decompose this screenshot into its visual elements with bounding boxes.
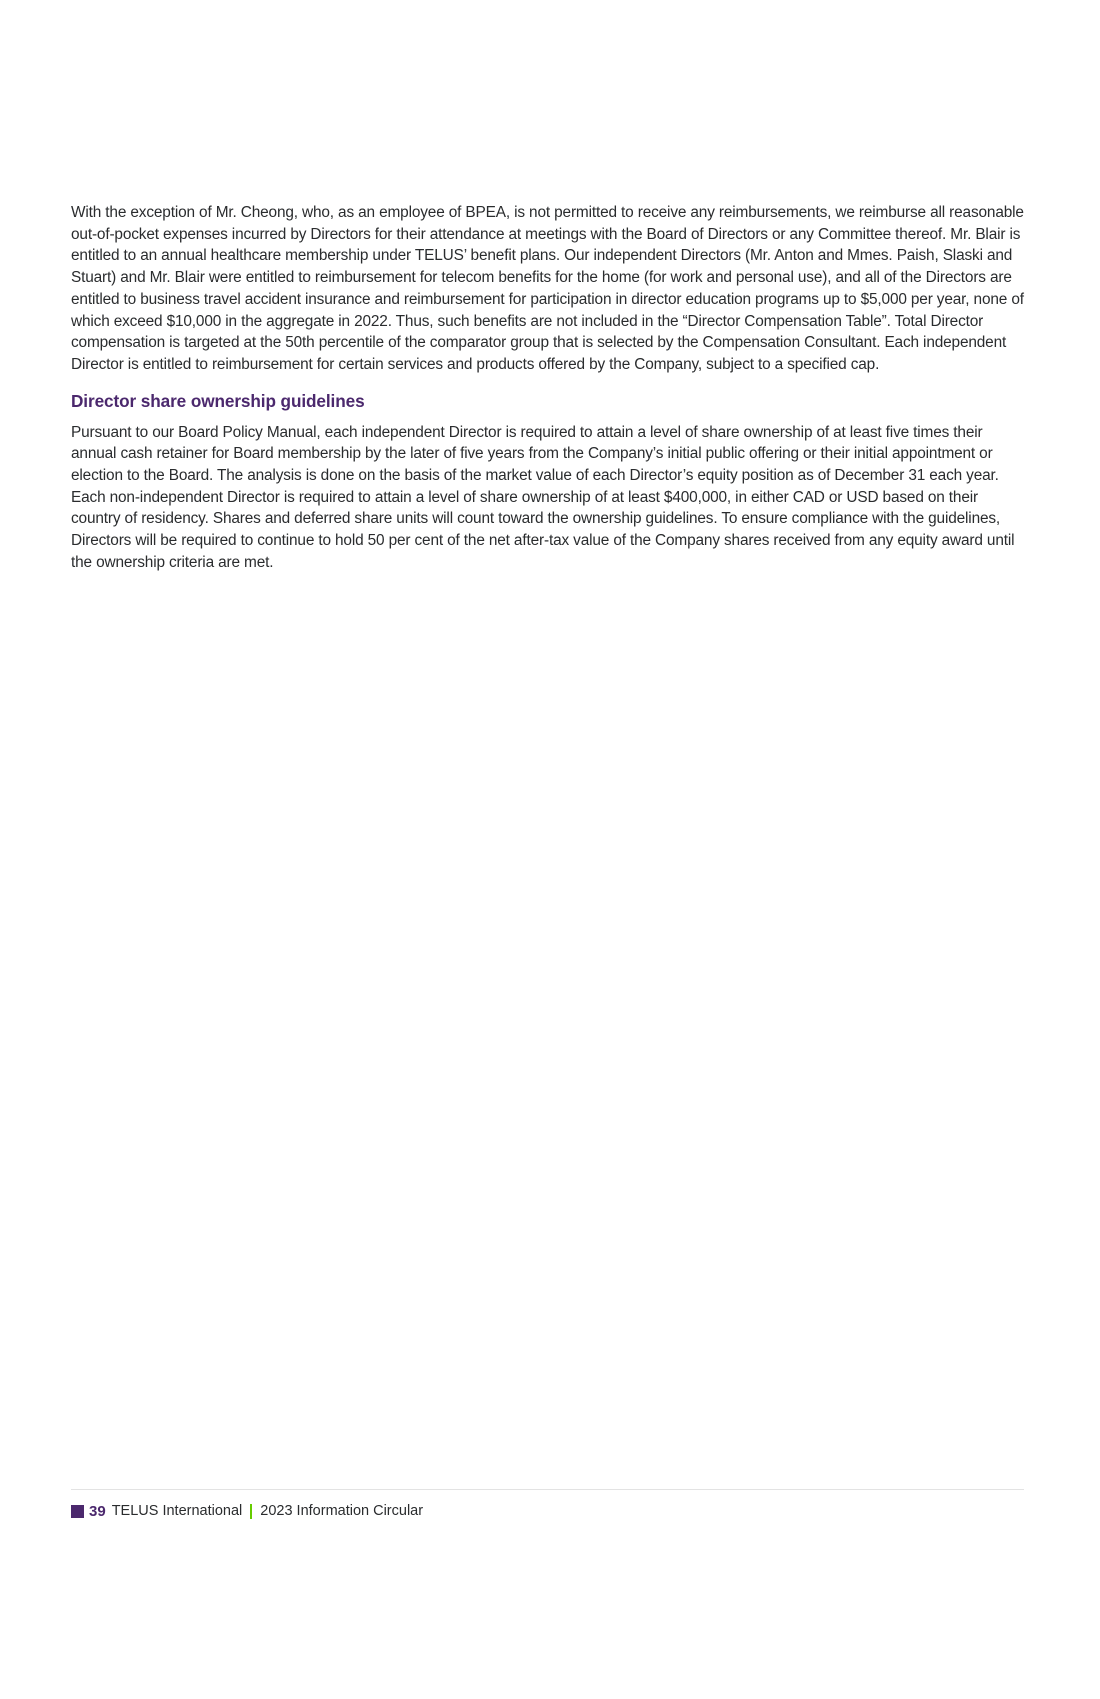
footer-document-title: 2023 Information Circular — [260, 1503, 424, 1519]
body-paragraph-share-ownership: Pursuant to our Board Policy Manual, each independent Director is required to attain a level of share ownership of at least five times their annual cash retainer for Board membership by the later of five years from the Company’s initial public offering or their initial appointment or election to the Board. The analysis is done on the basis of the market value of each Director’s equity position as of December 31 each year. Each non-independent Director is required to attain a level of share ownership of at least $400,000, in either CAD or USD based on their country of residency. Shares and deferred share units will count toward the ownership guidelines. To ensure compliance with the guidelines, Directors will be required to continue to hold 50 per cent of the net after-tax value of the Company shares received from any equity award until the ownership criteria are met. — [71, 423, 1015, 571]
footer-divider — [71, 1489, 1024, 1490]
footer-company: TELUS International — [111, 1503, 243, 1519]
section-heading-share-ownership: Director share ownership guidelines — [71, 390, 365, 411]
page-footer — [71, 1501, 423, 1521]
footer-separator — [250, 1504, 252, 1519]
page-number: 39 — [89, 1502, 106, 1520]
footer-square-icon — [71, 1505, 84, 1518]
document-body — [71, 202, 1025, 574]
body-paragraph-reimbursements: With the exception of Mr. Cheong, who, as an employee of BPEA, is not permitted to receive any reimbursements, we reimburse all reasonable out-of-pocket expenses incurred by Directors for their attendance at meetings with the Board of Directors or any Committee thereof. Mr. Blair is entitled to an annual healthcare membership under TELUS’ benefit plans. Our independent Directors (Mr. Anton and Mmes. Paish, Slaski and Stuart) and Mr. Blair were entitled to reimbursement for telecom benefits for the home (for work and personal use), and all of the Directors are entitled to business travel accident insurance and reimbursement for participation in director education programs up to $5,000 per year, none of which exceed $10,000 in the aggregate in 2022. Thus, such benefits are not included in the “Director Compensation Table”. Total Director compensation is targeted at the 50th percentile of the comparator group that is selected by the Compensation Consultant. Each independent Director is entitled to reimbursement for certain services and products offered by the Company, subject to a specified cap. — [71, 204, 1024, 373]
